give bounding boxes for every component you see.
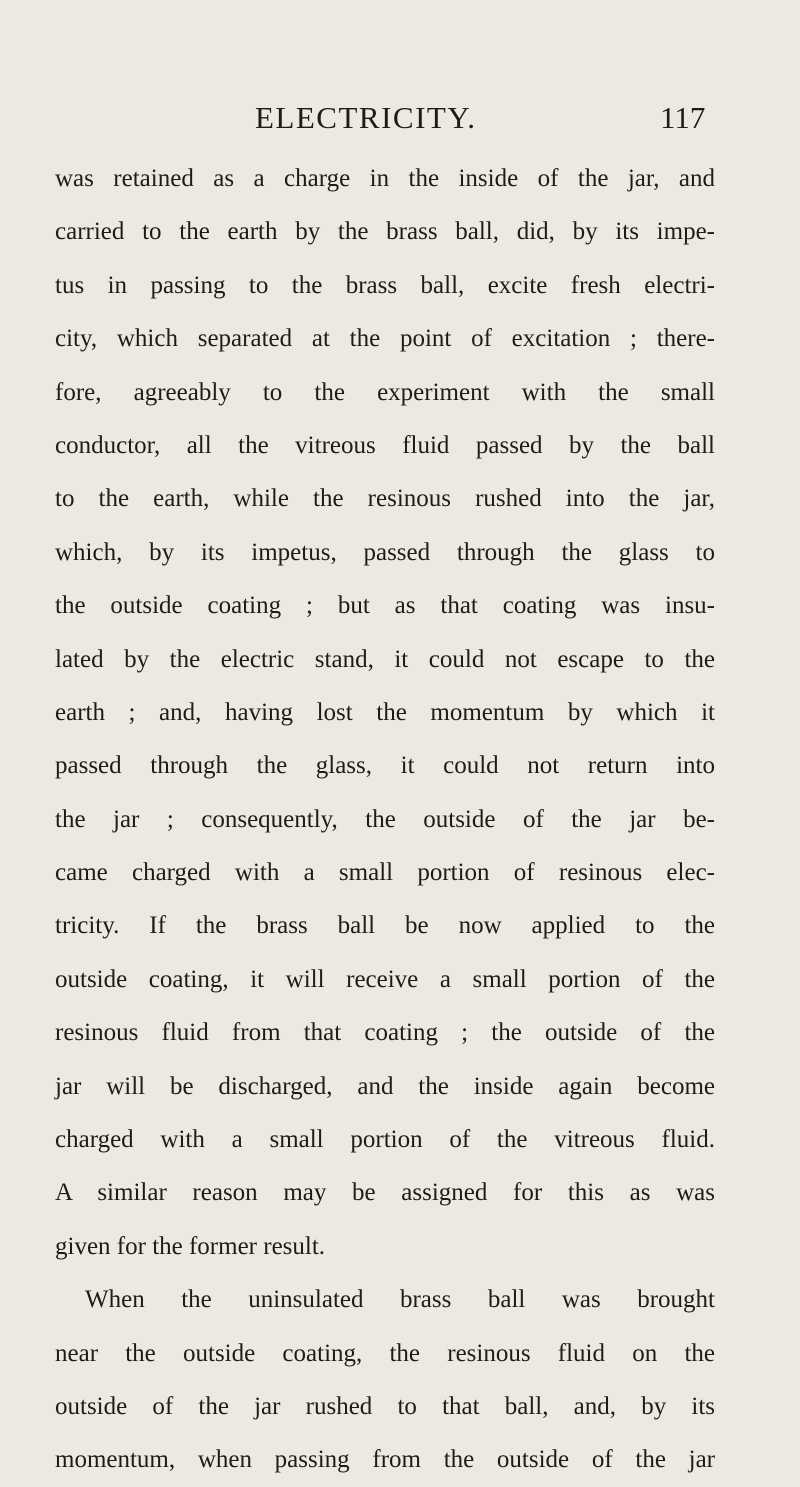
text-line: tricity. If the brass ball be now applied to the — [55, 912, 715, 940]
text-line: fore, agreeably to the experiment with the small — [55, 378, 715, 406]
text-line: lated by the electric stand, it could not escape to the — [55, 645, 715, 673]
text-line: passed through the glass, it could not return into — [55, 752, 715, 780]
text-line: given for the former result. — [55, 1232, 326, 1260]
text-line: near the outside coating, the resinous fluid on the — [55, 1339, 715, 1367]
text-line: carried to the earth by the brass ball, did, by its impe- — [55, 218, 715, 246]
text-line: came charged with a small portion of resinous elec- — [55, 859, 715, 887]
text-line: conductor, all the vitreous fluid passed by the ball — [55, 431, 715, 459]
text-line: earth ; and, having lost the momentum by which it — [55, 698, 715, 726]
running-head — [0, 96, 800, 140]
text-line: which, by its impetus, passed through the glass to — [55, 538, 715, 566]
text-line: A similar reason may be assigned for this as was — [55, 1179, 715, 1207]
text-line: the jar ; consequently, the outside of the jar be- — [55, 805, 715, 833]
text-line: outside of the jar rushed to that ball, and, by its — [55, 1392, 715, 1420]
body-text — [55, 152, 715, 1487]
page-number: 117 — [660, 100, 706, 135]
text-line: the outside coating ; but as that coating was insu- — [55, 592, 715, 620]
text-line: charged with a small portion of the vitreous fluid. — [55, 1126, 715, 1154]
text-line: When the uninsulated brass ball was brought — [85, 1286, 715, 1314]
text-line: jar will be discharged, and the inside again become — [55, 1072, 715, 1100]
text-line: outside coating, it will receive a small portion of the — [55, 965, 715, 993]
text-line: city, which separated at the point of excitation ; there- — [55, 325, 715, 353]
running-title: ELECTRICITY. — [255, 100, 477, 135]
text-line: tus in passing to the brass ball, excite fresh electri- — [55, 271, 715, 299]
text-line: resinous fluid from that coating ; the outside of the — [55, 1019, 715, 1047]
text-line: was retained as a charge in the inside of the jar, and — [55, 165, 715, 192]
text-line: momentum, when passing from the outside of the jar — [55, 1446, 715, 1474]
text-line: to the earth, while the resinous rushed into the jar, — [55, 485, 715, 513]
